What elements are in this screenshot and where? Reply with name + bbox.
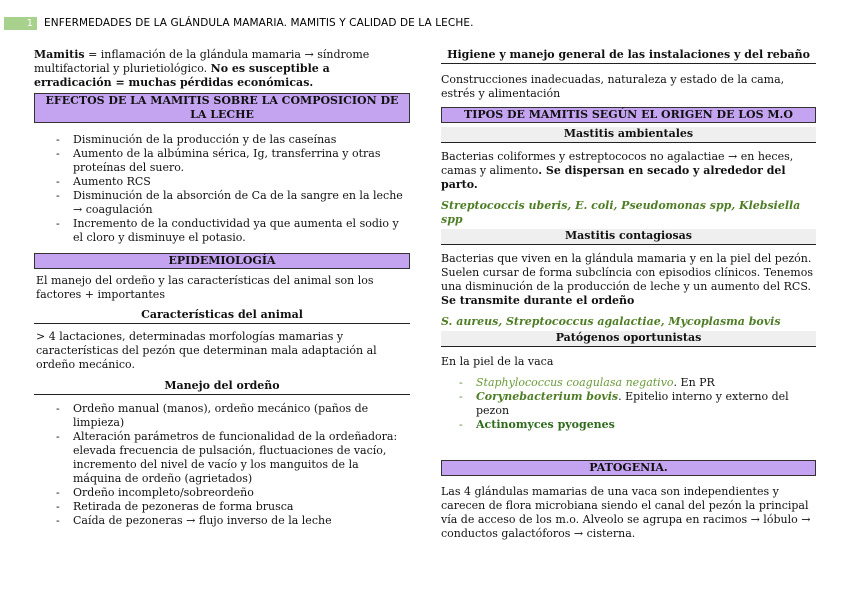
- pathogen-note: . Epitelio interno y externo del pezon: [476, 390, 789, 417]
- section-heading-efectos: EFECTOS DE LA MAMITIS SOBRE LA COMPOSICION DE LA LECHE: [34, 93, 410, 123]
- pathogen-name: Staphylococcus coagulasa negativo: [476, 376, 674, 389]
- higiene-text: Construcciones inadecuadas, naturaleza y estado de la cama, estrés y alimentación: [441, 73, 785, 100]
- subheading-oportunistas: Patógenos oportunistas: [441, 331, 816, 347]
- caracteristicas-text: > 4 lactaciones, determinadas morfologías mamarias y características del pezón que determinan mala adaptación al ordeño mecánico.: [36, 330, 377, 371]
- list-item: - Disminución de la producción y de las caseínas: [56, 133, 410, 147]
- ambientales-bold: . Se dispersan en secado y alrededor del parto.: [441, 164, 786, 191]
- list-item: - Alteración parámetros de funcionalidad de la ordeñadora: elevada frecuencia de pulsación, fluctuaciones de vacío, incremento del nivel de vacío y los manguitos de la máquina de ordeño (agrietados): [56, 430, 410, 486]
- document-title: ENFERMEDADES DE LA GLÁNDULA MAMARIA. MAMITIS Y CALIDAD DE LA LECHE.: [44, 17, 474, 29]
- oportunistas-text: En la piel de la vaca: [441, 355, 554, 368]
- contagiosas-desc: Bacterias que viven en la glándula mamaria y en la piel del pezón. Suelen cursar de forma subclíncia con episodios clínicos. Tenemos una disminución de la producción de leche y un aumento del RCS.: [441, 252, 814, 293]
- list-item: - Incremento de la conductividad ya que aumenta el sodio y el cloro y disminuye el potasio.: [56, 217, 410, 245]
- list-item: [459, 418, 816, 432]
- ambientales-desc: Bacterias coliformes y estreptococos no agalactiae → en heces, camas y alimento: [441, 150, 794, 177]
- page-header: [0, 17, 848, 32]
- subheading-higiene: Higiene y manejo general de las instalaciones y del rebaño: [441, 48, 816, 64]
- list-item: - Aumento RCS: [56, 175, 410, 189]
- epidemiologia-text: El manejo del ordeño y las características del animal son los factores + importantes: [36, 274, 374, 301]
- pathogen-name: Actinomyces pyogenes: [476, 418, 615, 431]
- ambientales-species: Streptococcis uberis, E. coli, Pseudomonas spp, Klebsiella spp: [441, 199, 801, 226]
- left-column: [34, 48, 410, 528]
- intro-paragraph: [34, 48, 410, 90]
- ambientales-text: [441, 150, 816, 192]
- list-item: [459, 376, 816, 390]
- intro-term: Mamitis: [34, 48, 85, 61]
- oportunistas-list: [441, 376, 816, 432]
- intro-text: = inflamación de la glándula mamaria → síndrome multifactorial y plurietiológico.: [34, 48, 370, 75]
- pathogen-note: . En PR: [673, 376, 715, 389]
- contagiosas-bold: Se transmite durante el ordeño: [441, 294, 635, 307]
- intro-bold: No es susceptible a erradicación = muchas pérdidas económicas.: [34, 62, 330, 89]
- subheading-ambientales: Mastitis ambientales: [441, 127, 816, 143]
- subheading-contagiosas: Mastitis contagiosas: [441, 229, 816, 245]
- list-item: - Caída de pezoneras → flujo inverso de la leche: [56, 514, 410, 528]
- list-item: [459, 390, 816, 418]
- list-item: - Retirada de pezoneras de forma brusca: [56, 500, 410, 514]
- right-column: [441, 48, 816, 541]
- contagiosas-text: [441, 252, 816, 308]
- manejo-list: [34, 402, 410, 528]
- section-heading-epidemiologia: EPIDEMIOLOGÍA: [34, 253, 410, 269]
- patogenia-text: Las 4 glándulas mamarias de una vaca son independientes y carecen de flora microbiana siendo el canal del pezón la principal vía de acceso de los m.o. Alveolo se agrupa en racimos → lóbulo → conductos galactóforos → cisterna.: [441, 485, 811, 540]
- list-item: - Ordeño incompleto/sobreordeño: [56, 486, 410, 500]
- subheading-manejo: Manejo del ordeño: [34, 379, 410, 395]
- list-item: - Aumento de la albúmina sérica, Ig, transferrina y otras proteínas del suero.: [56, 147, 410, 175]
- list-item: - Ordeño manual (manos), ordeño mecánico (paños de limpieza): [56, 402, 410, 430]
- list-item: - Disminución de la absorción de Ca de la sangre en la leche → coagulación: [56, 189, 410, 217]
- pathogen-name: Corynebacterium bovis: [476, 390, 619, 403]
- efectos-list: [34, 133, 410, 245]
- subheading-caracteristicas: Características del animal: [34, 308, 410, 324]
- section-heading-patogenia: PATOGENIA.: [441, 460, 816, 476]
- contagiosas-species: S. aureus, Streptococcus agalactiae, Mycoplasma bovis: [441, 315, 781, 328]
- section-heading-tipos: TIPOS DE MAMITIS SEGÚN EL ORIGEN DE LOS M.O: [441, 107, 816, 123]
- page-number: 1: [4, 17, 37, 30]
